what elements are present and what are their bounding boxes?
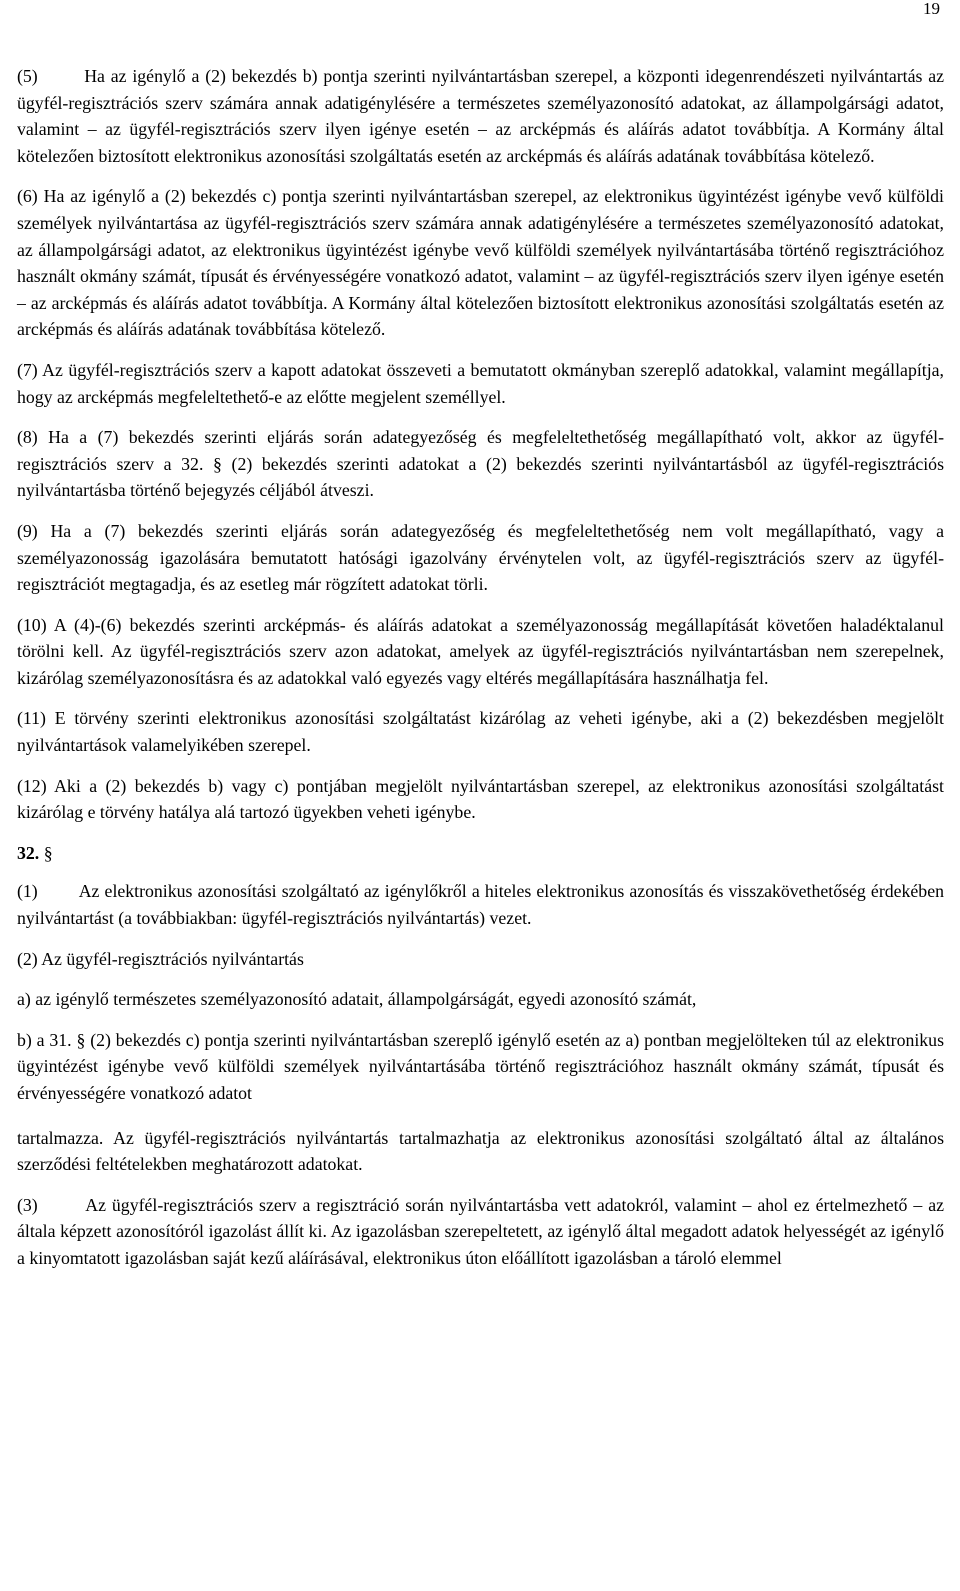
paragraph-12: (12) Aki a (2) bekezdés b) vagy c) pontjában megjelölt nyilvántartásban szerepel, az elektronikus azonosítási szolgáltatást kizárólag e törvény hatálya alá tartozó ügyekben veheti igénybe. (17, 775, 944, 823)
section-point-b: b) a 31. § (2) bekezdés c) pontja szerinti nyilvántartásban szereplő igénylő esetén az a) pontban megjelölteken túl az elektronikus ügyintézést igénybe vevő külföldi személyek nyilvántartásába történő regisztrációhoz használt okmány számát, típusát és érvényességére vonatkozó adatot (17, 1029, 944, 1103)
section-heading (17, 840, 944, 867)
paragraph-5: (5) Ha az igénylő a (2) bekezdés b) pontja szerinti nyilvántartásban szerepel, a központi idegenrendészeti nyilvántartás az ügyfél-regisztrációs szerv számára annak adatigénylésére a természetes személyazonosító adatokat, az állampolgársági adatot, valamint – az ügyfél-regisztrációs szerv ilyen igénye esetén – az arcképmás és aláírás adatot továbbítja. A Kormány által kötelezően biztosított elektronikus azonosítási szolgáltatás esetén az arcképmás és aláírás adatának továbbítása kötelező. (17, 66, 944, 166)
paragraph-11: (11) E törvény szerinti elektronikus azonosítási szolgáltatást kizárólag az veheti igénybe, aki a (2) bekezdésben megjelölt nyilvántartások valamelyikében szerepel. (17, 708, 944, 756)
paragraph-9: (9) Ha a (7) bekezdés szerinti eljárás során adategyezőség és megfeleltethetőség nem volt megállapítható, vagy a személyazonosság igazolására bemutatott hatósági igazolvány érvénytelen volt, az ügyfél-regisztrációs szerv az ügyfél-regisztrációt megtagadja, és az esetleg már rögzített adatokat törli. (17, 520, 944, 595)
section-paragraph-2: (2) Az ügyfél-regisztrációs nyilvántartás (17, 948, 304, 969)
paragraph-7: (7) Az ügyfél-regisztrációs szerv a kapott adatokat összeveti a bemutatott okmányban szereplő adatokkal, valamint megállapítja, hogy az arcképmás megfeleltethető-e az előtte megjelent személlyel. (17, 359, 944, 407)
section-number: 32. (17, 842, 40, 863)
paragraph-8: (8) Ha a (7) bekezdés szerinti eljárás során adategyezőség és megfeleltethetőség megállapítható volt, akkor az ügyfél-regisztrációs szerv a 32. § (2) bekezdés szerinti adatokat a (2) bekezdés szerinti nyilvántartásból az ügyfél-regisztrációs nyilvántartásba történő bejegyzés céljából átveszi. (17, 427, 944, 501)
paragraph-10: (10) A (4)-(6) bekezdés szerinti arcképmás- és aláírás adatokat a személyazonosság megállapítását követően haladéktalanul törölni kell. Az ügyfél-regisztrációs szerv azon adatokat, amelyek az ügyfél-regisztrációs nyilvántartásban nem szerepelnek, kizárólag személyazonosításra és az adatokkal való egyezés vagy eltérés megállapítására használhatja fel. (17, 614, 944, 688)
paragraph-6: (6) Ha az igénylő a (2) bekezdés c) pontja szerinti nyilvántartásban szerepel, az elektronikus ügyintézést igénybe vevő külföldi személyek nyilvántartása az ügyfél-regisztrációs szerv számára annak adatigénylésére a természetes személyazonosító adatokat, az állampolgársági adatot, az elektronikus ügyintézést igénybe vevő külföldi személyek nyilvántartásába történő regisztrációhoz használt okmány számát, típusát és érvényességére vonatkozó adatot, valamint – az ügyfél-regisztrációs szerv ilyen igénye esetén – az arcképmás és aláírás adatot továbbítja. A Kormány által kötelezően biztosított elektronikus azonosítási szolgáltatás esetén az arcképmás és aláírás adatának továbbítása kötelező. (17, 186, 944, 340)
section-paragraph-1: (1) Az elektronikus azonosítási szolgáltató az igénylőkről a hiteles elektronikus azonosítás és visszakövethetőség érdekében nyilvántartást (a továbbiakban: ügyfél-regisztrációs nyilvántartás) vezet. (17, 881, 944, 929)
section-symbol: § (43, 842, 53, 863)
section-point-a: a) az igénylő természetes személyazonosító adatait, állampolgárságát, egyedi azonosító számát, (17, 989, 697, 1010)
section-paragraph-3: (3) Az ügyfél-regisztrációs szerv a regisztráció során nyilvántartásba vett adatokról, valamint – ahol ez értelmezhető – az általa képzett azonosítóról igazolást állít ki. Az igazolásban szerepeltetett, az igénylő által megadott adatok helyességét az igénylő a kinyomtatott igazolásban saját kezű aláírásával, elektronikus úton előállított igazolásban a tároló elemmel (17, 1194, 944, 1268)
section-paragraph-2-closing: tartalmazza. Az ügyfél-regisztrációs nyilvántartás tartalmazhatja az elektronikus azonosítási szolgáltató által az általános szerződési feltételekben meghatározott adatokat. (17, 1127, 944, 1175)
page-number: 19 (923, 0, 940, 18)
document-body (17, 63, 944, 1272)
